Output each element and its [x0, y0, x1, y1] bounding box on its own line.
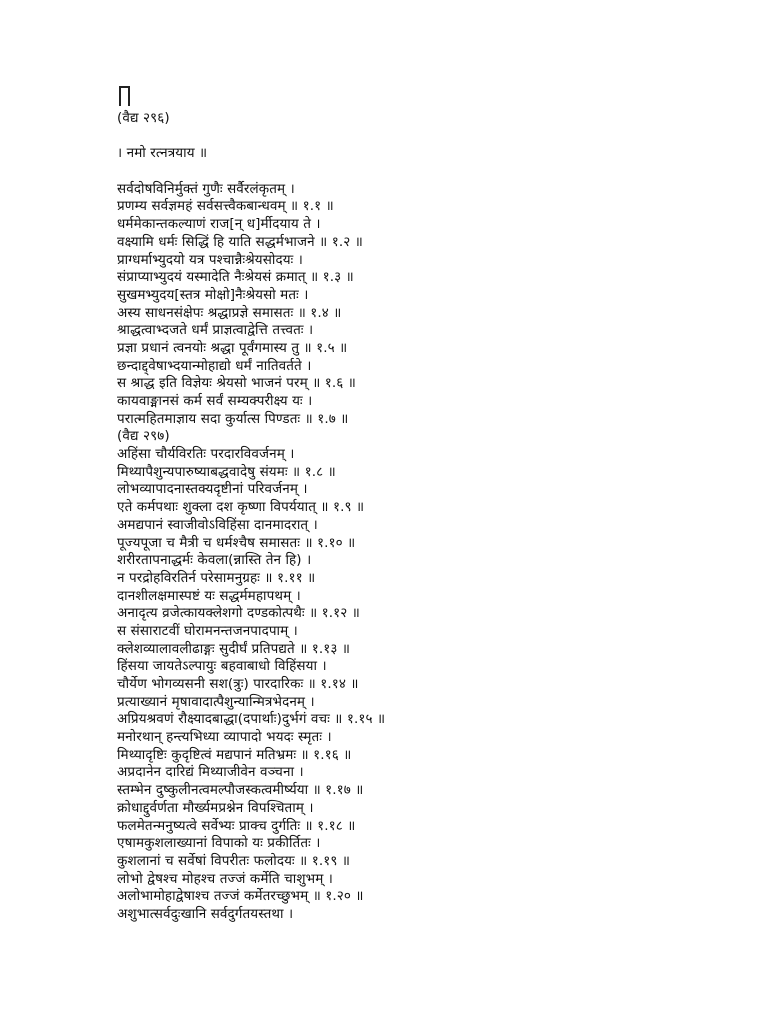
verse-line: पूज्यपूजा च मैत्री च धर्मश्चैष समासतः ॥ १.१० ॥ — [117, 534, 356, 551]
verse-line: अप्रियश्रवणं रौक्ष्यादबाद्धा(दपार्थाः)दुर्भगं वचः ॥ १.१५ ॥ — [117, 711, 386, 728]
verse-line: दानशीलक्षमास्पष्टं यः सद्धर्ममहापथम् । — [117, 587, 301, 604]
verse-line: स्तम्भेन दुष्कुलीनत्वमल्पौजस्कत्वमीर्ष्यया ॥ १.१७ ॥ — [117, 782, 364, 799]
verse-line: प्राग्धर्माभ्युदयो यत्र पश्चान्नैःश्रेयसोदयः । — [117, 251, 303, 268]
verse-line: अप्रदानेन दारिद्यं मिथ्याजीवेन वञ्चना । — [117, 764, 304, 781]
verse-line: अमद्यपानं स्वाजीवोऽविहिंसा दानमादरात् । — [117, 516, 318, 533]
verse-line: फलमेतन्मनुष्यत्वे सर्वेभ्यः प्राक्च दुर्गतिः ॥ १.१८ ॥ — [117, 817, 356, 834]
header-reference: (वैद्य २९६) — [117, 110, 170, 126]
verse-line: धर्ममेकान्तकल्याणं राज[न् ध]र्मीदयाय ते । — [117, 216, 321, 233]
verse-line: अस्य साधनसंक्षेपः श्रद्धाप्रज्ञे समासतः ॥ १.४ ॥ — [117, 304, 342, 321]
verse-line: वक्ष्यामि धर्मः सिद्धिं हि याति सद्धर्मभाजने ॥ १.२ ॥ — [117, 233, 363, 250]
section-reference: (वैद्य २९७) — [117, 428, 170, 445]
verse-line: मनोरथान् हन्त्यभिध्या व्यापादो भयदः स्मृतः । — [117, 729, 332, 746]
verse-line: मिथ्यापैशुन्यपारुष्याबद्धवादेषु संयमः ॥ १.८ ॥ — [117, 463, 336, 480]
verse-line: संप्राप्याभ्युदयं यस्मादेति नैःश्रेयसं क्रमात् ॥ १.३ ॥ — [117, 269, 354, 286]
verse-line: अशुभात्सर्वदुःखानि सर्वदुर्गतयस्तथा । — [117, 905, 294, 922]
blank-line — [117, 163, 737, 181]
verse-line: सुखमभ्युदय[स्तत्र मोक्षो]नैःश्रेयसो मतः । — [117, 286, 309, 303]
blank-line — [117, 128, 737, 146]
verse-line: श्राद्धत्वाभ्दजते धर्मं प्राज्ञत्वाद्वेत्ति तत्त्वतः । — [117, 322, 314, 339]
verse-line: अनादृत्य व्रजेत्कायक्लेशगो दण्डकोत्पथैः ॥ १.१२ ॥ — [117, 605, 360, 622]
invocation-line: । नमो रत्नत्रयाय ॥ — [117, 145, 208, 162]
verse-line: लोभव्यापादनास्तक्यदृष्टीनां परिवर्जनम् । — [117, 481, 308, 498]
verse-line: सर्वदोषविनिर्मुक्तं गुणैः सर्वैरलंकृतम् । — [117, 180, 295, 197]
verse-line: हिंसया जायतेऽल्पायुः बहवाबाधो विहिंसया । — [117, 658, 327, 675]
verse-line: अलोभामोहाद्वेषाश्च तज्जं कर्मेतरच्छुभम् ॥ १.२० ॥ — [117, 888, 364, 905]
verse-line: अहिंसा चौर्यविरतिः परदारविवर्जनम् । — [117, 446, 295, 463]
verse-line: शरीरतापनाद्धर्मः केवला(न्नास्ति तेन हि) । — [117, 552, 312, 569]
verse-line: क्रोधाद्दुर्वर्णता मौर्ख्यमप्रश्नेन विपश्चिताम् । — [117, 799, 314, 816]
verse-line: प्रज्ञा प्रधानं त्वनयोः श्रद्धा पूर्वंगमास्य तु ॥ १.५ ॥ — [117, 339, 348, 356]
verse-line: मिथ्यादृष्टिः कुदृष्टित्वं मद्यपानं मतिभ्रमः ॥ १.१६ ॥ — [117, 746, 352, 763]
verse-line: प्रत्याख्यानं मृषावादात्पैशुन्यान्मित्रभेदनम् । — [117, 693, 315, 710]
verse-line: लोभो द्वेषश्च मोहश्च तज्जं कर्मेति चाशुभम् । — [117, 870, 334, 887]
verse-list — [117, 181, 737, 924]
verse-line: कुशलानां च सर्वेषां विपरीतः फलोदयः ॥ १.१९ ॥ — [117, 852, 351, 869]
verse-line: कायवाङ्मानसं कर्म सर्वं सम्यक्परीक्ष्य यः । — [117, 393, 313, 409]
verse-line: एते कर्मपथाः शुक्ला दश कृष्णा विपर्ययात् ॥ १.९ ॥ — [117, 499, 365, 516]
verse-line: प्रणम्य सर्वज्ञमहं सर्वसत्त्वैकबान्धवम् ॥ १.१ ॥ — [117, 198, 334, 215]
verse-line: स श्राद्ध इति विज्ञेयः श्रेयसो भाजनं परम् ॥ १.६ ॥ — [117, 375, 356, 392]
verse-line: न परद्रोहविरतिर्न परेसामनुग्रहः ॥ १.११ ॥ — [117, 569, 316, 586]
bracket-mark-icon — [119, 86, 130, 106]
verse-line: एषामकुशलाख्यानां विपाको यः प्रकीर्तितः । — [117, 835, 321, 852]
verse-line: चौर्येण भोगव्यसनी सश(त्रुः) पारदारिकः ॥ १.१४ ॥ — [117, 676, 359, 692]
verse-line: स संसाराटवीं घोरामनन्तजनपादपाम् । — [117, 622, 298, 639]
verse-line: क्लेशव्यालावलीढाङ्गः सुदीर्घं प्रतिपद्यते ॥ १.१३ ॥ — [117, 640, 351, 657]
verse-line: छन्दाद्द्वेषाभ्दयान्मोहाद्यो धर्मं नातिवर्तते । — [117, 357, 312, 374]
verse-line: परात्महितमाज्ञाय सदा कुर्यात्स पिण्डतः ॥ १.७ ॥ — [117, 410, 349, 427]
document-body — [117, 86, 737, 924]
